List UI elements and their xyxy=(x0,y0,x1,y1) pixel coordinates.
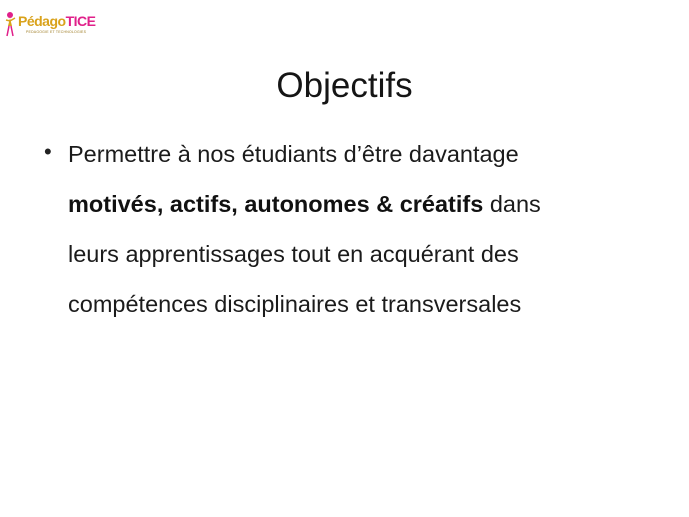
slide-title: Objectifs xyxy=(276,66,413,106)
logo-figure-icon xyxy=(4,10,18,38)
bullet-icon: • xyxy=(44,139,52,164)
bullet-line-2-rest: dans xyxy=(483,191,541,217)
logo-word-pedago: Pédago xyxy=(18,13,66,29)
bullet-line-2 xyxy=(68,179,658,229)
bullet-emphasis: motivés, actifs, autonomes & créatifs xyxy=(68,191,484,217)
logo-word-tice: TICE xyxy=(65,13,96,29)
logo-tagline: PEDAGOGIE ET TECHNOLOGIES xyxy=(26,30,87,34)
bullet-line-3: leurs apprentissages tout en acquérant des xyxy=(68,241,519,267)
bullet-line-1: Permettre à nos étudiants d’être davantage xyxy=(68,141,519,167)
pedagotice-logo xyxy=(4,8,104,42)
logo-wordmark xyxy=(18,14,95,28)
bullet-paragraph xyxy=(68,129,658,329)
bullet-line-4: compétences disciplinaires et transversales xyxy=(68,291,522,317)
